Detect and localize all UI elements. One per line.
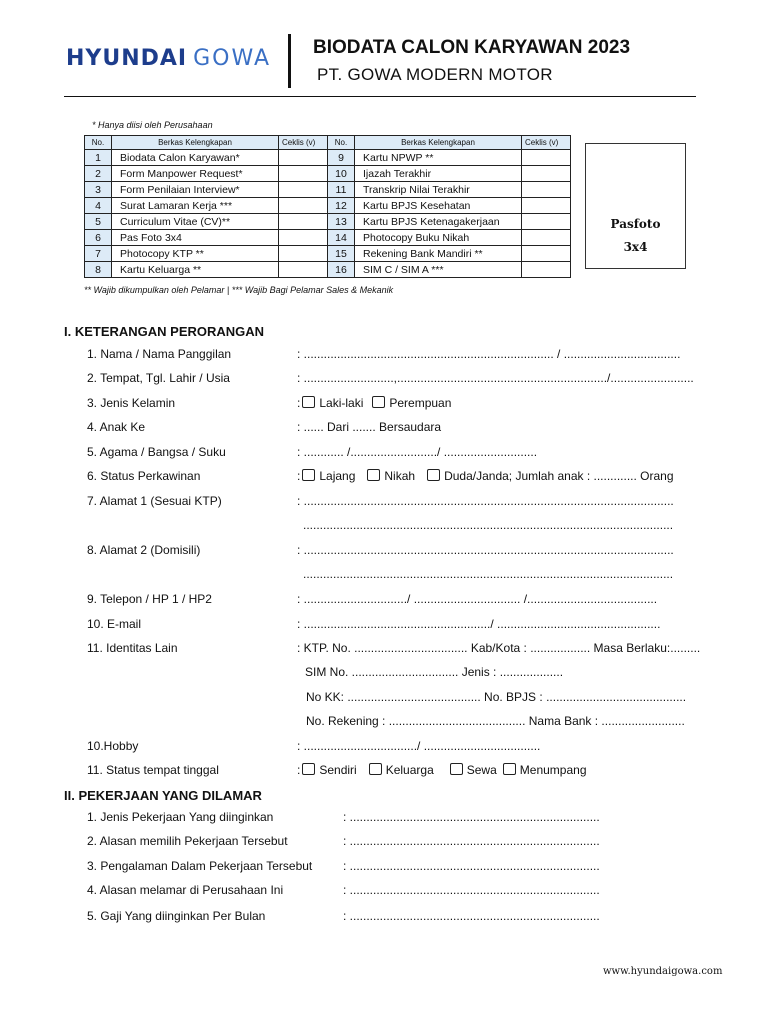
photo-label: Pasfoto: [610, 217, 661, 231]
doc-name: Kartu Keluarga **: [112, 262, 279, 278]
doc-number: 13: [328, 214, 355, 230]
mandatory-docs-note: ** Wajib dikumpulkan oleh Pelamar | *** Wajib Bagi Pelamar Sales & Mekanik: [84, 285, 394, 295]
gender-label: 3. Jenis Kelamin: [87, 396, 176, 410]
address2-field[interactable]: : ...............................................................................................................: [297, 543, 674, 557]
doc-check-cell[interactable]: [522, 198, 571, 214]
job-question-label: 4. Alasan melamar di Perusahaan Ini: [87, 883, 284, 897]
header-divider: [288, 34, 291, 88]
header-item: Berkas Kelengkapan: [355, 136, 522, 150]
religion-label: 5. Agama / Bangsa / Suku: [87, 445, 226, 459]
page-title: BIODATA CALON KARYAWAN 2023: [313, 37, 631, 58]
married-checkbox[interactable]: [367, 469, 380, 481]
doc-check-cell[interactable]: [279, 198, 328, 214]
doc-check-cell[interactable]: [279, 246, 328, 262]
doc-name: Curriculum Vitae (CV)**: [112, 214, 279, 230]
doc-number: 10: [328, 166, 355, 182]
table-row: [85, 182, 571, 198]
address1-label: 7. Alamat 1 (Sesuai KTP): [87, 494, 222, 508]
table-row: [85, 198, 571, 214]
birth-field[interactable]: : ...........................,.............................................................../.........................: [297, 371, 694, 385]
residence-options: [297, 763, 587, 777]
doc-check-cell[interactable]: [522, 214, 571, 230]
doc-check-cell[interactable]: [522, 182, 571, 198]
address1-field-line2[interactable]: ...............................................................................................................: [303, 518, 674, 532]
doc-check-cell[interactable]: [522, 246, 571, 262]
hobby-label: 10.Hobby: [87, 739, 139, 753]
hobby-field[interactable]: : ................................../ ...................................: [297, 739, 541, 753]
doc-name: SIM C / SIM A ***: [355, 262, 522, 278]
rent-label: Sewa: [466, 763, 497, 777]
own-home-label: Sendiri: [319, 763, 357, 777]
table-row: [85, 166, 571, 182]
table-row: [85, 150, 571, 166]
job-answer-field[interactable]: : ...........................................................................: [343, 909, 600, 923]
doc-name: Surat Lamaran Kerja ***: [112, 198, 279, 214]
table-row: [85, 230, 571, 246]
doc-number: 11: [328, 182, 355, 198]
family-home-checkbox[interactable]: [369, 763, 382, 775]
header-no: No.: [85, 136, 112, 150]
section-job-title: II. PEKERJAAN YANG DILAMAR: [64, 788, 262, 803]
male-label: Laki-laki: [319, 396, 364, 410]
phone-label: 9. Telepon / HP 1 / HP2: [87, 592, 212, 606]
residence-colon: :: [297, 763, 301, 777]
doc-name: Photocopy Buku Nikah: [355, 230, 522, 246]
marital-colon: :: [297, 469, 301, 483]
doc-name: Pas Foto 3x4: [112, 230, 279, 246]
name-field[interactable]: : ........................................................................... / ...................................: [297, 347, 681, 361]
table-header-row: [85, 136, 571, 150]
doc-name: Ijazah Terakhir: [355, 166, 522, 182]
doc-check-cell[interactable]: [279, 182, 328, 198]
address2-label: 8. Alamat 2 (Domisili): [87, 543, 201, 557]
doc-name: Kartu BPJS Ketenagakerjaan: [355, 214, 522, 230]
website-url: www.hyundaigowa.com: [603, 966, 723, 977]
doc-number: 15: [328, 246, 355, 262]
ktp-field[interactable]: : KTP. No. .................................. Kab/Kota : .................. Masa Berlaku:.........: [297, 641, 701, 655]
doc-check-cell[interactable]: [522, 150, 571, 166]
widowed-checkbox[interactable]: [427, 469, 440, 481]
female-label: Perempuan: [389, 396, 452, 410]
own-home-checkbox[interactable]: [302, 763, 315, 775]
address1-field[interactable]: : ...............................................................................................................: [297, 494, 674, 508]
header-item: Berkas Kelengkapan: [112, 136, 279, 150]
kk-bpjs-field[interactable]: No KK: ........................................ No. BPJS : ..........................................: [306, 690, 687, 704]
single-label: Lajang: [319, 469, 356, 483]
child-order-field[interactable]: : ...... Dari ....... Bersaudara: [297, 420, 442, 434]
lodging-checkbox[interactable]: [503, 763, 516, 775]
company-logo: [66, 46, 271, 71]
doc-name: Rekening Bank Mandiri **: [355, 246, 522, 262]
job-answer-field[interactable]: : ...........................................................................: [343, 883, 600, 897]
doc-name: Kartu BPJS Kesehatan: [355, 198, 522, 214]
residence-label: 11. Status tempat tinggal: [87, 763, 219, 777]
company-only-note: * Hanya diisi oleh Perusahaan: [92, 120, 213, 130]
doc-name: Kartu NPWP **: [355, 150, 522, 166]
gender-colon: :: [297, 396, 301, 410]
logo-hyundai: HYUNDAI: [66, 46, 188, 71]
female-checkbox[interactable]: [372, 396, 385, 408]
doc-number: 16: [328, 262, 355, 278]
doc-name: Photocopy KTP **: [112, 246, 279, 262]
photo-size: 3x4: [623, 240, 648, 254]
child-order-label: 4. Anak Ke: [87, 420, 146, 434]
header-check: Ceklis (v): [522, 136, 571, 150]
doc-number: 8: [85, 262, 112, 278]
header-check: Ceklis (v): [279, 136, 328, 150]
doc-check-cell[interactable]: [522, 166, 571, 182]
photo-placeholder: [585, 143, 686, 269]
documents-checklist-table: [84, 135, 571, 278]
bank-account-field[interactable]: No. Rekening : ......................................... Nama Bank : .........................: [306, 714, 685, 728]
job-question-label: 1. Jenis Pekerjaan Yang diinginkan: [87, 810, 274, 824]
doc-number: 7: [85, 246, 112, 262]
job-question-label: 5. Gaji Yang diinginkan Per Bulan: [87, 909, 266, 923]
table-row: [85, 214, 571, 230]
doc-number: 3: [85, 182, 112, 198]
religion-field[interactable]: : ............ /........................../ ............................: [297, 445, 538, 459]
doc-number: 12: [328, 198, 355, 214]
birth-label: 2. Tempat, Tgl. Lahir / Usia: [87, 371, 230, 385]
doc-number: 14: [328, 230, 355, 246]
widowed-label: Duda/Janda; Jumlah anak : ............. Orang: [444, 469, 674, 483]
header-no: No.: [328, 136, 355, 150]
job-answer-field[interactable]: : ...........................................................................: [343, 834, 600, 848]
doc-number: 5: [85, 214, 112, 230]
table-row: [85, 246, 571, 262]
section-personal-title: I. KETERANGAN PERORANGAN: [64, 324, 265, 339]
job-answer-field[interactable]: : ...........................................................................: [343, 810, 600, 824]
doc-number: 2: [85, 166, 112, 182]
doc-name: Form Penilaian Interview*: [112, 182, 279, 198]
doc-check-cell[interactable]: [279, 230, 328, 246]
job-question-label: 3. Pengalaman Dalam Pekerjaan Tersebut: [87, 859, 313, 873]
doc-check-cell[interactable]: [279, 150, 328, 166]
doc-check-cell[interactable]: [279, 262, 328, 278]
doc-number: 6: [85, 230, 112, 246]
doc-check-cell[interactable]: [279, 214, 328, 230]
logo-gowa: GOWA: [193, 46, 272, 71]
job-question-label: 2. Alasan memilih Pekerjaan Tersebut: [87, 834, 288, 848]
doc-check-cell[interactable]: [522, 262, 571, 278]
documents-table-body: [85, 150, 571, 278]
address2-field-line2[interactable]: ...............................................................................................................: [303, 567, 674, 581]
married-label: Nikah: [384, 469, 416, 483]
email-label: 10. E-mail: [87, 617, 142, 631]
doc-check-cell[interactable]: [279, 166, 328, 182]
marital-options: [297, 469, 674, 483]
rent-checkbox[interactable]: [450, 763, 463, 775]
doc-number: 9: [328, 150, 355, 166]
header-rule: [64, 96, 696, 97]
doc-number: 1: [85, 150, 112, 166]
table-row: [85, 262, 571, 278]
male-checkbox[interactable]: [302, 396, 315, 408]
marital-label: 6. Status Perkawinan: [87, 469, 201, 483]
doc-check-cell[interactable]: [522, 230, 571, 246]
name-label: 1. Nama / Nama Panggilan: [87, 347, 232, 361]
doc-number: 4: [85, 198, 112, 214]
family-home-label: Keluarga: [385, 763, 434, 777]
email-field[interactable]: : ......................................................../ .................................................: [297, 617, 661, 631]
sim-field[interactable]: SIM No. ................................ Jenis : ...................: [305, 665, 564, 679]
lodging-label: Menumpang: [519, 763, 587, 777]
company-name: PT. GOWA MODERN MOTOR: [317, 65, 553, 84]
single-checkbox[interactable]: [302, 469, 315, 481]
job-answer-field[interactable]: : ...........................................................................: [343, 859, 600, 873]
doc-name: Transkrip Nilai Terakhir: [355, 182, 522, 198]
phone-field[interactable]: : .............................../ ................................ /.......................................: [297, 592, 658, 606]
other-id-label: 11. Identitas Lain: [87, 641, 178, 655]
doc-name: Form Manpower Request*: [112, 166, 279, 182]
gender-options: [297, 396, 451, 410]
doc-name: Biodata Calon Karyawan*: [112, 150, 279, 166]
